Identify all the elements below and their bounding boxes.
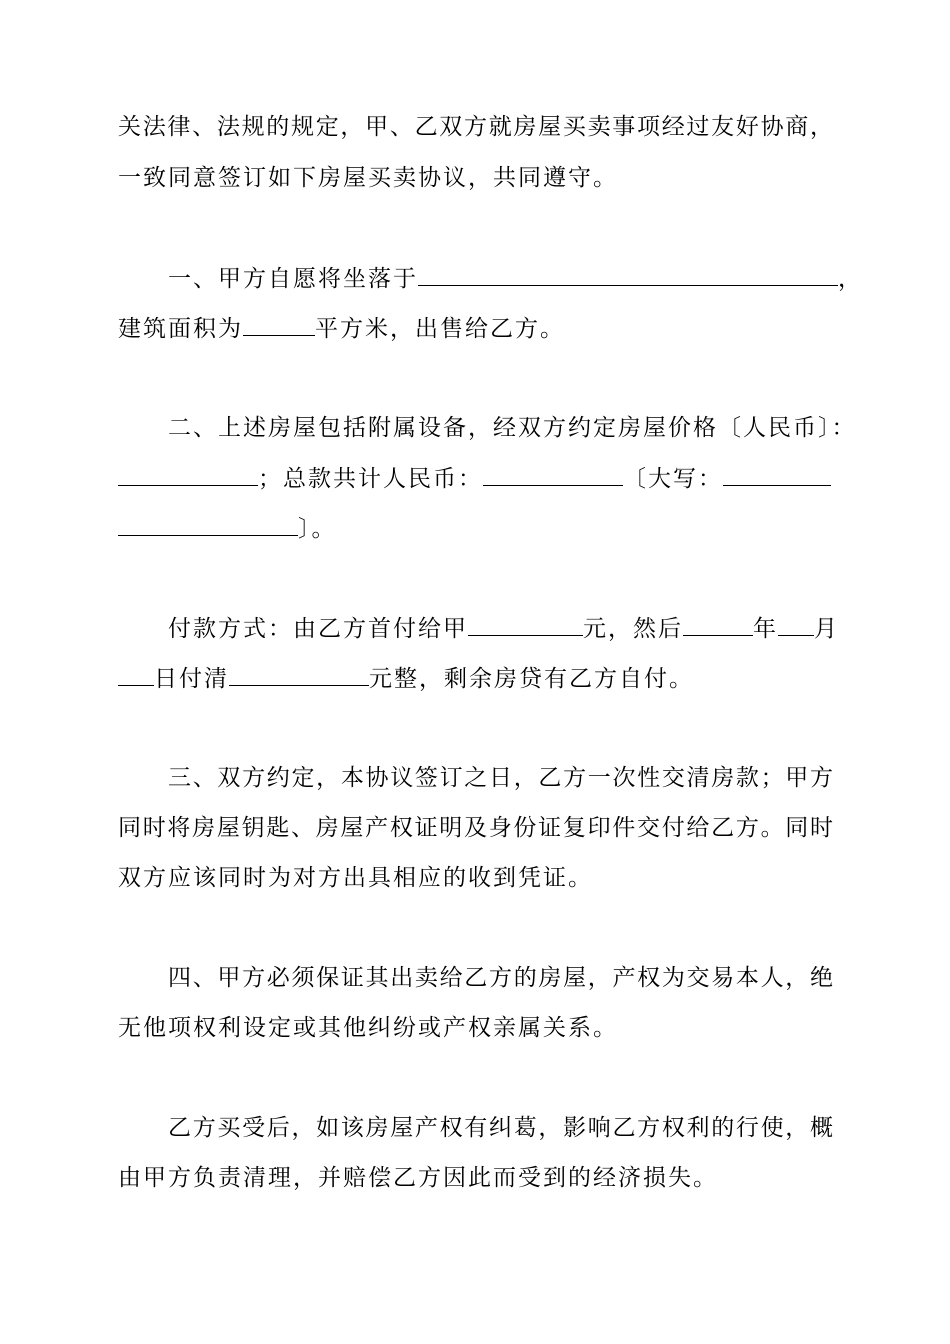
day-label: 日付清 bbox=[154, 666, 229, 692]
day-blank bbox=[118, 663, 154, 686]
uppercase-label: 〔大写： bbox=[623, 466, 723, 492]
year-label: 年 bbox=[753, 616, 778, 642]
clause-2-line-1 bbox=[118, 413, 857, 443]
year-blank bbox=[683, 613, 753, 636]
intro-line-2: 一致同意签订如下房屋买卖协议，共同遵守。 bbox=[118, 165, 618, 191]
comma: ， bbox=[838, 266, 863, 292]
balance-blank bbox=[229, 663, 369, 686]
balance-text: 元整，剩余房贷有乙方自付。 bbox=[369, 666, 694, 692]
area-unit: 平方米，出售给乙方。 bbox=[315, 316, 565, 342]
uppercase-blank-1 bbox=[723, 463, 831, 486]
payment-line-2 bbox=[118, 663, 833, 694]
total-label: ；总款共计人民币： bbox=[258, 466, 483, 492]
area-blank bbox=[243, 313, 315, 336]
clause-3-line-3: 双方应该同时为对方出具相应的收到凭证。 bbox=[118, 865, 593, 891]
clause-1-line-1 bbox=[118, 263, 863, 294]
clause-1-line-2 bbox=[118, 313, 833, 344]
month-label: 月 bbox=[814, 616, 839, 642]
price-blank bbox=[118, 463, 258, 486]
clause-4-line-1: 四、甲方必须保证其出卖给乙方的房屋，产权为交易本人，绝 bbox=[168, 965, 833, 991]
area-label: 建筑面积为 bbox=[118, 316, 243, 342]
payment-label: 付款方式：由乙方首付给甲 bbox=[168, 616, 468, 642]
uppercase-blank-2 bbox=[118, 513, 298, 536]
location-blank bbox=[418, 263, 838, 286]
clause-2-text: 二、上述房屋包括附属设备，经双方约定房屋价格〔人民币〕： bbox=[168, 415, 857, 441]
down-payment-blank bbox=[468, 613, 583, 636]
clause-4b-line-2: 由甲方负责清理，并赔偿乙方因此而受到的经济损失。 bbox=[118, 1165, 718, 1191]
month-blank bbox=[778, 613, 814, 636]
clause-2-line-2 bbox=[118, 463, 833, 494]
clause-4b-line-1: 乙方买受后，如该房屋产权有纠葛，影响乙方权利的行使，概 bbox=[168, 1115, 833, 1141]
total-blank bbox=[483, 463, 623, 486]
clause-4-line-2: 无他项权利设定或其他纠纷或产权亲属关系。 bbox=[118, 1015, 618, 1041]
clause-1-label: 一、甲方自愿将坐落于 bbox=[168, 266, 418, 292]
yuan-then: 元，然后 bbox=[583, 616, 683, 642]
intro-line-1: 关法律、法规的规定，甲、乙双方就房屋买卖事项经过友好协商， bbox=[118, 114, 833, 140]
clause-3-line-2: 同时将房屋钥匙、房屋产权证明及身份证复印件交付给乙方。同时 bbox=[118, 815, 833, 841]
payment-line-1 bbox=[118, 613, 839, 644]
clause-3-line-1: 三、双方约定，本协议签订之日，乙方一次性交清房款；甲方 bbox=[168, 765, 833, 791]
clause-2-line-3 bbox=[118, 513, 833, 544]
close-bracket: 〕。 bbox=[298, 516, 337, 542]
